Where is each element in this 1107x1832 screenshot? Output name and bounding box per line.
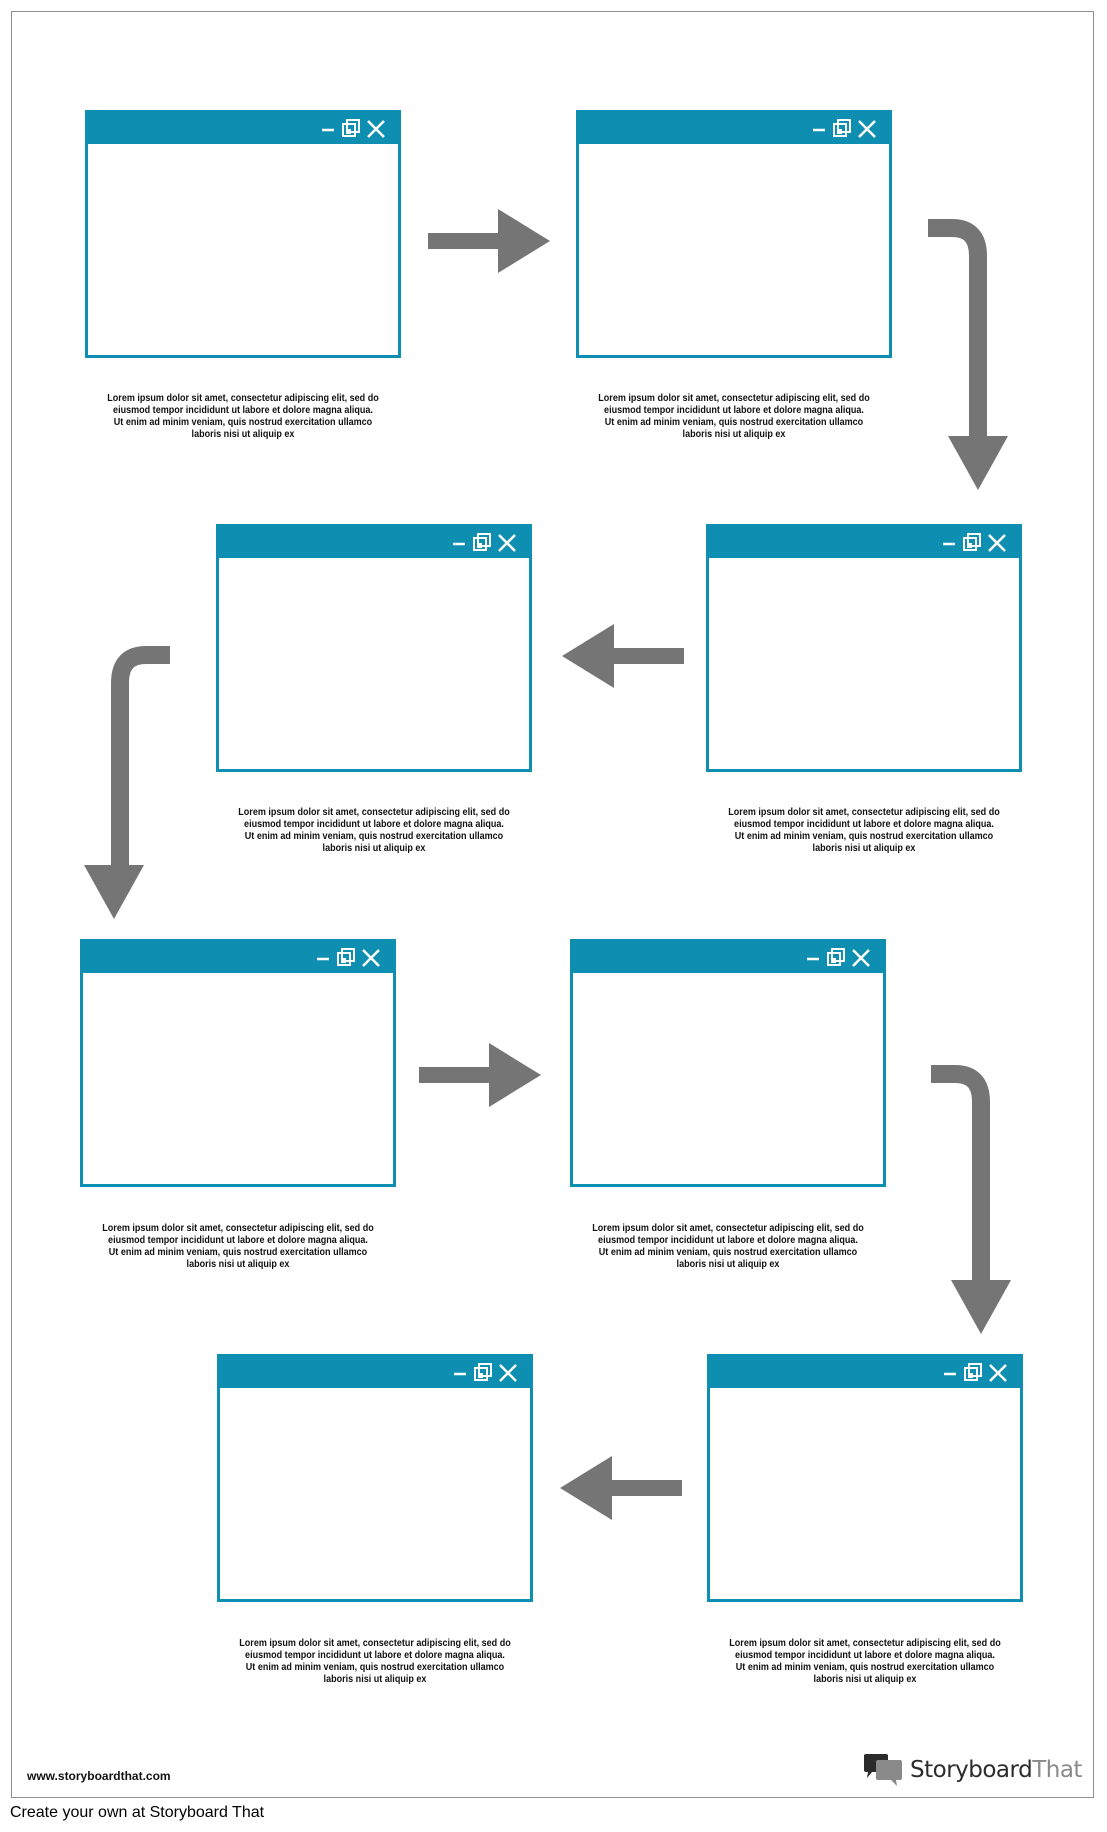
brand-name-part2: That — [1032, 1757, 1082, 1783]
window-controls-icon — [811, 118, 881, 140]
panel-window-7 — [217, 1354, 533, 1602]
panel-window-3 — [216, 524, 532, 772]
arrow-curve-down-icon — [928, 218, 1020, 492]
brand-name-part1: Storyboard — [910, 1757, 1033, 1783]
panel-window-4 — [706, 524, 1022, 772]
window-controls-icon — [941, 532, 1011, 554]
window-title-bar — [573, 942, 883, 973]
window-title-bar — [220, 1357, 530, 1388]
panel-window-6 — [570, 939, 886, 1187]
panel-caption-4: Lorem ipsum dolor sit amet, consectetur adipiscing elit, sed do eiusmod tempor incididunt ut labore et dolore magna aliqua. Ut enim ad minim veniam, quis nostrud exercitation ullamco laboris nisi ut aliquip ex — [728, 806, 1000, 854]
arrow-left-icon — [558, 1456, 682, 1520]
panel-window-1 — [85, 110, 401, 358]
panel-window-8 — [707, 1354, 1023, 1602]
window-controls-icon — [452, 1362, 522, 1384]
panel-caption-3: Lorem ipsum dolor sit amet, consectetur adipiscing elit, sed do eiusmod tempor incididunt ut labore et dolore magna aliqua. Ut enim ad minim veniam, quis nostrud exercitation ullamco laboris nisi ut aliquip ex — [238, 806, 510, 854]
panel-caption-7: Lorem ipsum dolor sit amet, consectetur adipiscing elit, sed do eiusmod tempor incididunt ut labore et dolore magna aliqua. Ut enim ad minim veniam, quis nostrud exercitation ullamco laboris nisi ut aliquip ex — [239, 1637, 511, 1685]
window-title-bar — [709, 527, 1019, 558]
panel-caption-5: Lorem ipsum dolor sit amet, consectetur adipiscing elit, sed do eiusmod tempor incididunt ut labore et dolore magna aliqua. Ut enim ad minim veniam, quis nostrud exercitation ullamco laboris nisi ut aliquip ex — [102, 1222, 374, 1270]
panel-caption-6: Lorem ipsum dolor sit amet, consectetur adipiscing elit, sed do eiusmod tempor incididunt ut labore et dolore magna aliqua. Ut enim ad minim veniam, quis nostrud exercitation ullamco laboris nisi ut aliquip ex — [592, 1222, 864, 1270]
panel-caption-8: Lorem ipsum dolor sit amet, consectetur adipiscing elit, sed do eiusmod tempor incididunt ut labore et dolore magna aliqua. Ut enim ad minim veniam, quis nostrud exercitation ullamco laboris nisi ut aliquip ex — [729, 1637, 1001, 1685]
window-controls-icon — [805, 947, 875, 969]
arrow-curve-down-left-icon — [80, 645, 172, 921]
panel-caption-2: Lorem ipsum dolor sit amet, consectetur adipiscing elit, sed do eiusmod tempor incididunt ut labore et dolore magna aliqua. Ut enim ad minim veniam, quis nostrud exercitation ullamco laboris nisi ut aliquip ex — [598, 392, 870, 440]
window-title-bar — [579, 113, 889, 144]
storyboardthat-logo[interactable] — [862, 1752, 1082, 1788]
window-title-bar — [88, 113, 398, 144]
window-controls-icon — [320, 118, 390, 140]
site-url[interactable]: www.storyboardthat.com — [27, 1769, 171, 1783]
speech-bubbles-icon — [862, 1753, 904, 1787]
arrow-right-icon — [419, 1043, 543, 1107]
arrow-curve-down-icon — [931, 1064, 1023, 1336]
panel-window-5 — [80, 939, 396, 1187]
window-controls-icon — [451, 532, 521, 554]
window-controls-icon — [942, 1362, 1012, 1384]
panel-window-2 — [576, 110, 892, 358]
brand-name — [910, 1757, 1082, 1783]
arrow-right-icon — [428, 209, 552, 273]
footer-text[interactable]: Create your own at Storyboard That — [10, 1804, 265, 1821]
panel-caption-1: Lorem ipsum dolor sit amet, consectetur adipiscing elit, sed do eiusmod tempor incididunt ut labore et dolore magna aliqua. Ut enim ad minim veniam, quis nostrud exercitation ullamco laboris nisi ut aliquip ex — [107, 392, 379, 440]
window-controls-icon — [315, 947, 385, 969]
arrow-left-icon — [560, 624, 684, 688]
window-title-bar — [710, 1357, 1020, 1388]
window-title-bar — [219, 527, 529, 558]
window-title-bar — [83, 942, 393, 973]
